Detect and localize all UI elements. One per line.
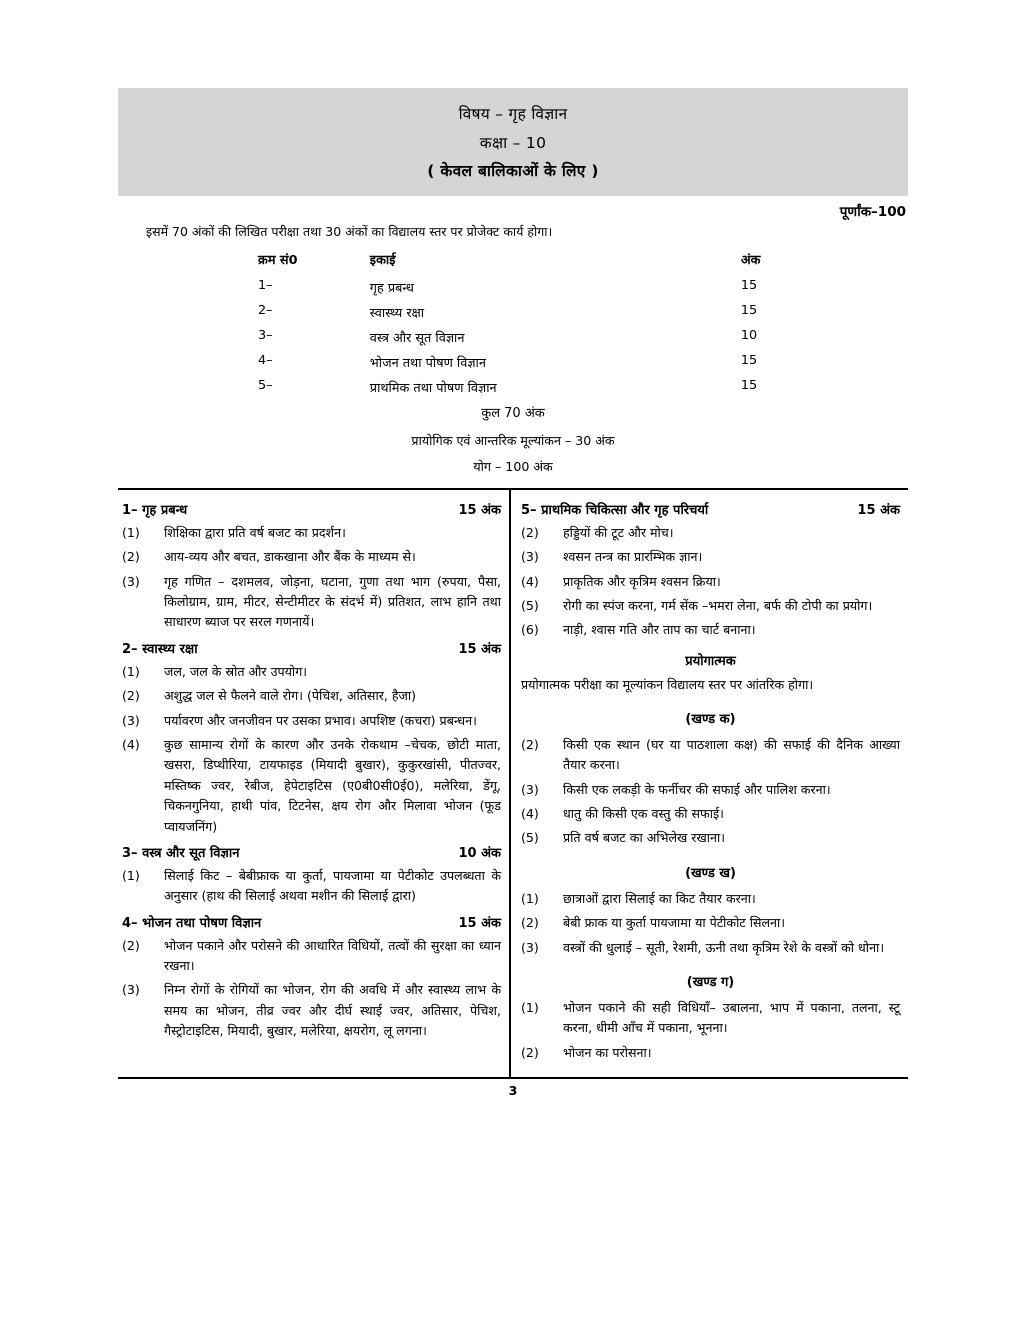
practical-internal-marks: प्रायोगिक एवं आन्तरिक मूल्यांकन – 30 अंक [411,432,615,448]
item-number: (3) [122,982,140,998]
units-table-header-row [118,248,908,274]
item-text: किसी एक लकड़ी के फर्नीचर की सफाई और पालिश करना। [563,781,831,797]
item-number: (1) [122,524,140,540]
list-item [521,1043,900,1063]
item-text: आय-व्यय और बचत, डाकखाना और बैंक के माध्यम से। [164,549,416,565]
list-item [521,998,900,1039]
item-number: (3) [122,573,140,589]
units-table [118,248,908,399]
list-item [521,596,900,616]
table-row [118,349,908,374]
item-number: (4) [521,806,539,822]
section-marks: 15 अंक [458,641,501,657]
list-item [521,620,900,640]
item-number: (5) [521,598,539,613]
page-number: 3 [508,1083,518,1099]
list-item [521,938,900,958]
header-unit: इकाई [369,253,396,269]
item-text: भोजन पकाने की सही विधियाँ– उबालना, भाप में पकाना, तलना, स्टू करना, धीमी आँच में पकाना, भूनना। [563,1000,900,1036]
row-unit: प्राथमिक तथा पोषण विज्ञान [369,380,497,396]
item-text: सिलाई किट – बेबीफ्राक या कुर्ता, पायजामा या पेटीकोट उपलब्धता के अनुसार (हाथ की सिलाई अथवा मशीन की सिलाई द्वारा) [164,867,501,904]
khand-ga-heading: (खण्ड ग) [686,975,735,991]
item-text: रोगी का स्पंज करना, गर्म सेंक –भमरा लेना, बर्फ की टोपी का प्रयोग। [563,598,873,613]
row-serial: 5– [258,377,273,393]
item-number: (1) [521,890,539,906]
section-heading-bhojan-poshan [122,913,501,931]
total-written-marks: कुल 70 अंक [481,406,545,422]
row-marks: 15 [740,277,758,293]
section-marks: 10 अंक [458,845,501,861]
section-heading-prathmik-chikitsa [521,500,900,518]
list-item [521,735,900,776]
item-text: किसी एक स्थान (घर या पाठशाला कक्ष) की सफाई की दैनिक आख्या तैयार करना। [563,736,900,773]
item-text: जल, जल के स्रोत और उपयोग। [164,663,308,679]
row-marks: 15 [740,352,758,368]
exam-intro-text: इसमें 70 अंकों की लिखित परीक्षा तथा 30 अंकों का विद्यालय स्तर पर प्रोजेक्ट कार्य होगा। [146,224,553,240]
girls-only-note: ( केवल बालिकाओं के लिए ) [427,162,599,181]
row-unit: गृह प्रबन्ध [369,280,414,296]
list-item [521,523,900,543]
list-item [122,662,501,682]
list-item [122,523,501,543]
item-number: (2) [122,688,140,704]
list-item [122,980,501,1041]
row-unit: स्वास्थ्य रक्षा [369,305,425,321]
left-column [118,490,511,1077]
section-title: 2– स्वास्थ्य रक्षा [122,641,198,657]
list-item [521,913,900,933]
item-text: कुछ सामान्य रोगों के कारण और उनके रोकथाम –चेचक, छोटी माता, खसरा, डिप्थीरिया, टायफाइड (मियादी बुखार), कुकुरखांसी, पीतज्वर, मस्तिष्क ज्वर, रेबीज, हेपेटाइटिस (ए0बी0सी0ई0), मलेरिया, डेंगू, चिकनगुनिया, हाथी पांव, टिटनेस, क्षय रोग और मिलावा भोजन (फूड प्वायजनिंग) [164,736,501,834]
item-text: प्रति वर्ष बजट का अभिलेख रखाना। [563,830,726,846]
list-item [521,804,900,824]
khand-ka-heading: (खण्ड क) [685,711,736,727]
bottom-divider [118,1077,908,1079]
item-number: (6) [521,622,539,638]
right-column [511,490,908,1077]
item-text: अशुद्ध जल से फैलने वाले रोग। (पेचिश, अतिसार, हैजा) [164,688,417,704]
list-item [122,735,501,837]
document-header [118,88,908,196]
item-text: निम्न रोगों के रोगियों का भोजन, रोग की अवधि में और स्वास्थ्य लाभ के समय का भोजन, तीव्र ज्वर और दीर्घ स्थाई ज्वर, अतिसार, पेचिश, गैस्ट्रोटाइटिस, मियादी, बुखार, मलेरिया, क्षयरोग, लू लगना। [164,982,501,1039]
item-number: (2) [521,524,539,540]
table-row [118,374,908,399]
section-title: 4– भोजन तथा पोषण विज्ञान [122,915,262,931]
item-text: श्वसन तन्त्र का प्रारम्भिक ज्ञान। [563,549,703,565]
total-marks: पूर्णांक–100 [839,204,906,221]
list-item [122,711,501,731]
table-row [118,324,908,349]
row-serial: 1– [258,277,273,293]
item-text: भोजन का परोसना। [563,1044,652,1060]
header-serial: क्रम सं0 [258,253,298,269]
item-number: (2) [521,915,539,931]
table-row [118,274,908,299]
section-title: 3– वस्त्र और सूत विज्ञान [122,845,240,861]
list-item [122,866,501,907]
list-item [122,547,501,567]
section-heading-swasthya-raksha [122,639,501,657]
item-text: छात्राओं द्वारा सिलाई का किट तैयार करना। [563,890,756,906]
item-number: (3) [521,781,539,797]
item-text: गृह गणित – दशमलव, जोड़ना, घटाना, गुणा तथा भाग (रुपया, पैसा, किलोग्राम, ग्राम, मीटर, सेन्टीमीटर के संदर्भ में) प्रतिशत, लाभ हानि तथा साधारण ब्याज पर सरल गणनायें। [164,573,501,630]
section-marks: 15 अंक [857,502,900,518]
item-number: (3) [521,549,539,565]
practical-note: प्रयोगात्मक परीक्षा का मूल्यांकन विद्यालय स्तर पर आंतरिक होगा। [521,676,814,692]
item-number: (3) [521,939,539,955]
item-text: पर्यावरण और जनजीवन पर उसका प्रभाव। अपशिष्ट (कचरा) प्रबन्धन। [164,712,477,728]
item-text: बेबी फ्राक या कुर्ता पायजामा या पेटीकोट सिलना। [563,915,786,931]
item-number: (5) [521,830,539,846]
item-number: (4) [521,573,539,589]
class-title: कक्षा – 10 [479,133,547,152]
item-text: नाड़ी, श्वास गति और ताप का चार्ट बनाना। [563,622,756,638]
item-number: (1) [521,1000,539,1016]
item-text: धातु की किसी एक वस्तु की सफाई। [563,806,724,822]
row-marks: 10 [740,327,758,343]
item-text: शिक्षिका द्वारा प्रति वर्ष बजट का प्रदर्शन। [164,524,346,540]
row-unit: भोजन तथा पोषण विज्ञान [369,355,486,371]
item-number: (1) [122,663,140,679]
section-marks: 15 अंक [458,502,501,518]
list-item [521,889,900,909]
item-text: प्राकृतिक और कृत्रिम श्वसन क्रिया। [563,573,721,589]
item-number: (1) [122,867,140,883]
row-serial: 2– [258,302,273,318]
list-item [521,572,900,592]
practical-heading: प्रयोगात्मक [685,653,736,669]
row-marks: 15 [740,302,758,318]
item-number: (3) [122,712,140,728]
list-item [122,686,501,706]
item-number: (2) [122,937,140,953]
list-item [521,780,900,800]
table-row [118,299,908,324]
row-unit: वस्त्र और सूत विज्ञान [369,330,465,346]
list-item [122,936,501,977]
header-marks: अंक [740,253,761,269]
row-serial: 3– [258,327,273,343]
grand-total-marks: योग – 100 अंक [473,458,553,474]
item-text: हड्डियों की टूट और मोच। [563,524,674,540]
item-number: (2) [521,1044,539,1060]
item-number: (4) [122,736,140,752]
item-number: (2) [122,549,140,565]
syllabus-body [118,488,908,1077]
khand-kha-heading: (खण्ड ख) [685,865,736,881]
section-heading-grih-prabandh [122,500,501,518]
list-item [521,828,900,848]
list-item [521,547,900,567]
subject-title: विषय – गृह विज्ञान [458,105,568,123]
section-title: 5– प्राथमिक चिकित्सा और गृह परिचर्या [521,502,709,518]
page-sheet [118,88,908,1098]
row-marks: 15 [740,377,758,393]
row-serial: 4– [258,352,273,368]
list-item [122,572,501,633]
item-number: (2) [521,736,539,752]
section-title: 1– गृह प्रबन्ध [122,502,188,518]
section-heading-vastra-soot [122,843,501,861]
item-text: वस्त्रों की धुलाई – सूती, रेशमी, ऊनी तथा कृत्रिम रेशे के वस्त्रों को धोना। [563,939,885,955]
section-marks: 15 अंक [458,915,501,931]
item-text: भोजन पकाने और परोसने की आधारित विधियों, तत्वों की सुरक्षा का ध्यान रखना। [164,937,501,974]
